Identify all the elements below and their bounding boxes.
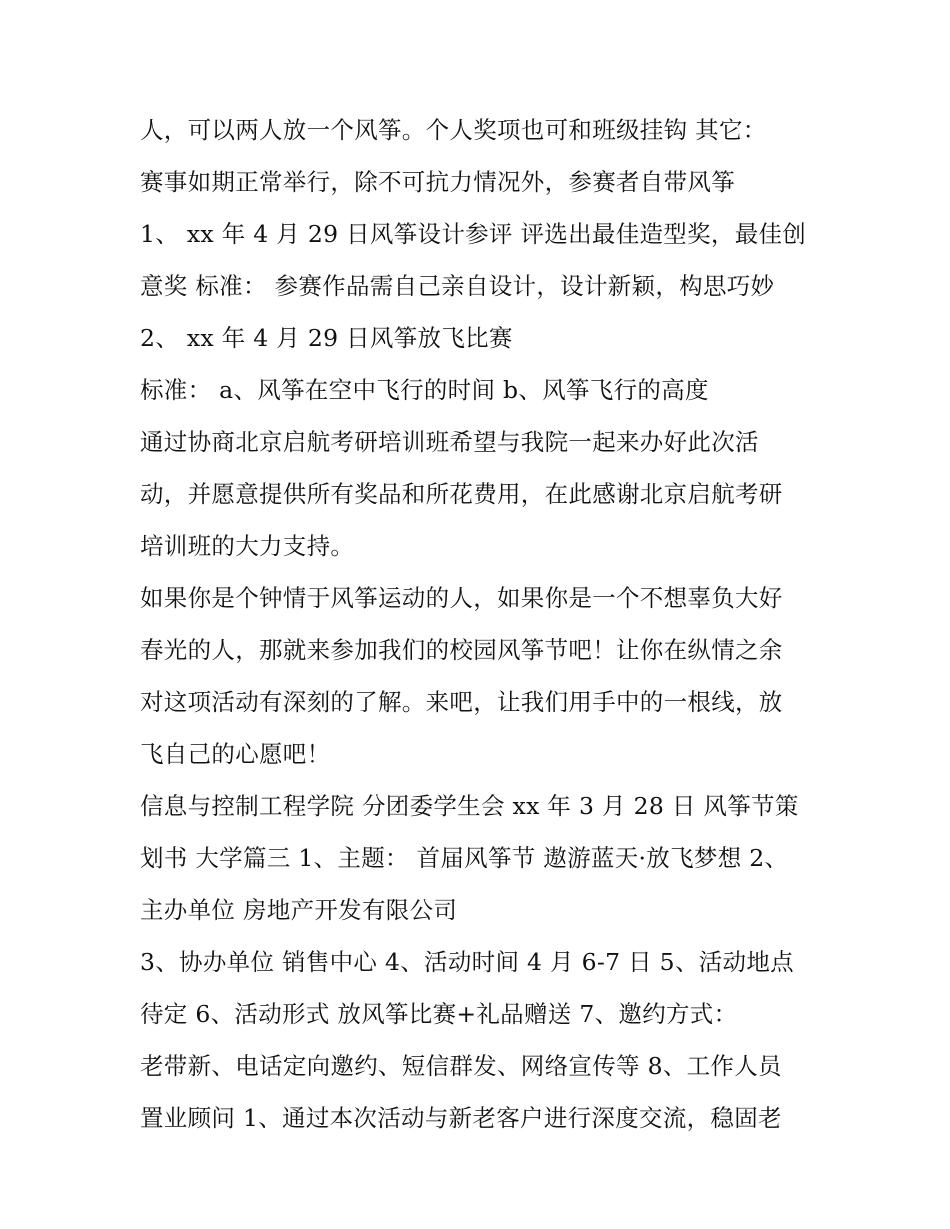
text-line: 信息与控制工程学院 分团委学生会 xx 年 3 月 28 日 风筝节策 xyxy=(140,792,799,820)
text-line: 待定 6、活动形式 放风筝比赛+礼品赠送 7、邀约方式： xyxy=(140,1000,738,1028)
text-line: 划书 大学篇三 1、主题： 首届风筝节 遨游蓝天·放飞梦想 2、 xyxy=(140,844,789,872)
text-line: 春光的人，那就来参加我们的校园风筝节吧！让你在纵情之余 xyxy=(140,636,783,664)
document-body xyxy=(140,104,830,1144)
text-line: 赛事如期正常举行，除不可抗力情况外，参赛者自带风筝 xyxy=(140,168,735,196)
text-line: 2、 xx 年 4 月 29 日风筝放飞比赛 xyxy=(140,324,513,352)
text-line: 置业顾问 1、通过本次活动与新老客户进行深度交流，稳固老 xyxy=(140,1104,782,1132)
text-line: 通过协商北京启航考研培训班希望与我院一起来办好此次活 xyxy=(140,428,759,456)
text-line: 培训班的大力支持。 xyxy=(140,532,355,560)
text-line: 如果你是个钟情于风筝运动的人，如果你是一个不想辜负大好 xyxy=(140,584,783,612)
text-line: 意奖 标准： 参赛作品需自己亲自设计，设计新颖，构思巧妙 xyxy=(140,272,775,300)
text-line: 动，并愿意提供所有奖品和所花费用，在此感谢北京启航考研 xyxy=(140,480,783,508)
text-line: 主办单位 房地产开发有限公司 xyxy=(140,896,458,924)
text-line: 人，可以两人放一个风筝。个人奖项也可和班级挂钩 其它： xyxy=(140,116,767,144)
text-line: 老带新、电话定向邀约、短信群发、网络宣传等 8、工作人员 xyxy=(140,1052,782,1080)
text-line: 3、协办单位 销售中心 4、活动时间 4 月 6-7 日 5、活动地点 xyxy=(140,948,794,976)
text-line: 1、 xx 年 4 月 29 日风筝设计参评 评选出最佳造型奖，最佳创 xyxy=(140,220,807,248)
text-line: 飞自己的心愿吧！ xyxy=(140,740,331,768)
text-line: 对这项活动有深刻的了解。来吧，让我们用手中的一根线，放 xyxy=(140,688,783,716)
text-line: 标准： a、风筝在空中飞行的时间 b、风筝飞行的高度 xyxy=(140,376,709,404)
